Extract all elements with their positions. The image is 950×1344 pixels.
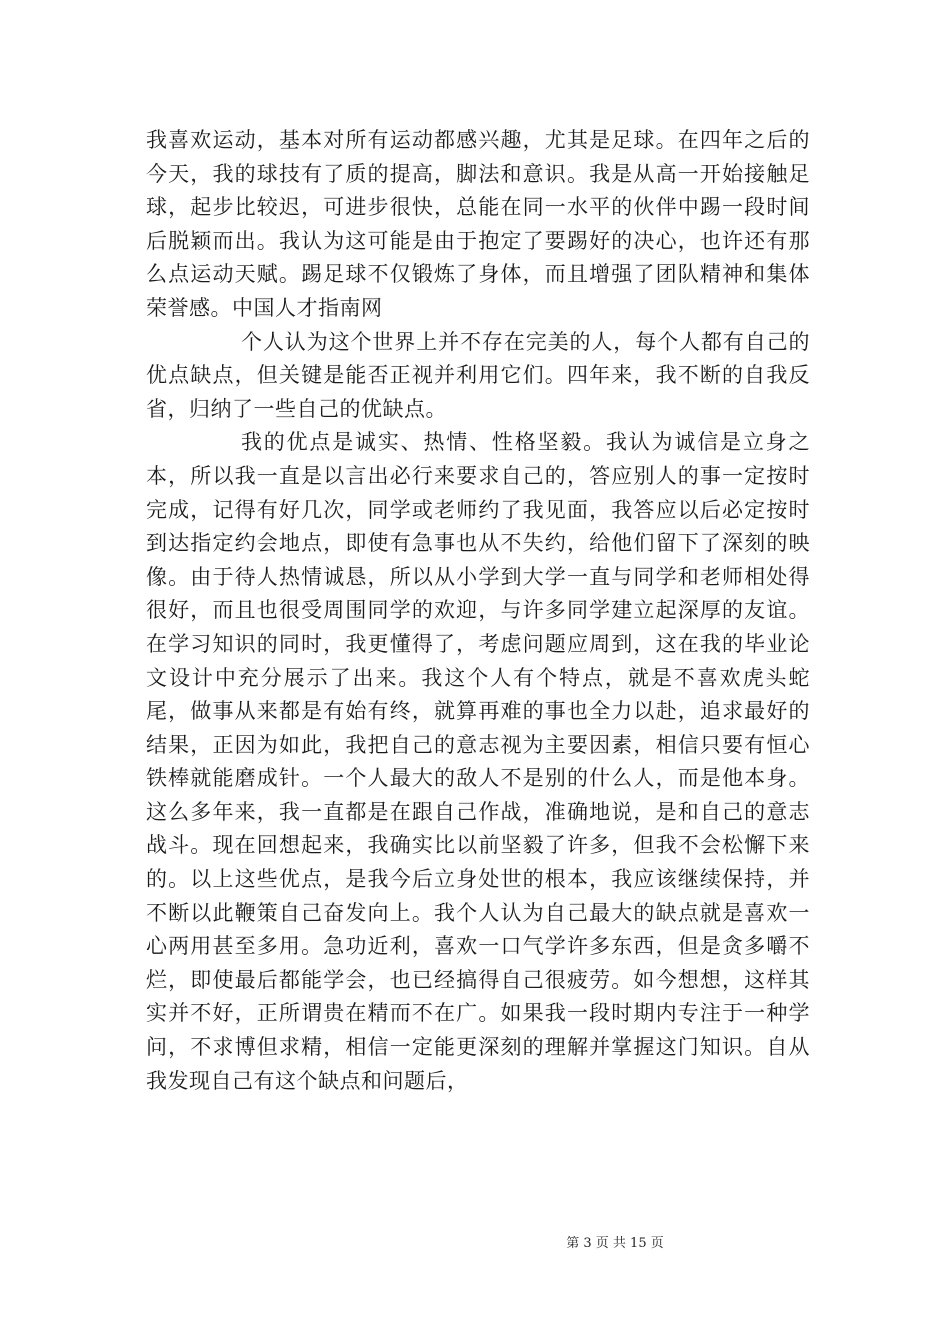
paragraph-sports: 我喜欢运动，基本对所有运动都感兴趣，尤其是足球。在四年之后的今天，我的球技有了质的提高，脚法和意识。我是从高一开始接触足球，起步比较迟，可进步很快，总能在同一水平的伙伴中踢一段时间后脱颖而出。我认为这可能是由于抱定了要踢好的决心，也许还有那么点运动天赋。踢足球不仅锻炼了身体，而且增强了团队精神和集体荣誉感。中国人才指南网 xyxy=(146,128,810,320)
paragraph-strengths-weaknesses: 我的优点是诚实、热情、性格坚毅。我认为诚信是立身之本，所以我一直是以言出必行来要求自己的，答应别人的事一定按时完成，记得有好几次，同学或老师约了我见面，我答应以后必定按时到达指定约会地点，即使有急事也从不失约，给他们留下了深刻的映像。由于待人热情诚恳，所以从小学到大学一直与同学和老师相处得很好，而且也很受周围同学的欢迎，与许多同学建立起深厚的友谊。在学习知识的同时，我更懂得了，考虑问题应周到，这在我的毕业论文设计中充分展示了出来。我这个人有个特点，就是不喜欢虎头蛇尾，做事从来都是有始有终，就算再难的事也全力以赴，追求最好的结果，正因为如此，我把自己的意志视为主要因素，相信只要有恒心铁棒就能磨成针。一个人最大的敌人不是别的什么人，而是他本身。这么多年来，我一直都是在跟自己作战，准确地说，是和自己的意志战斗。现在回想起来，我确实比以前坚毅了许多，但我不会松懈下来的。以上这些优点，是我今后立身处世的根本，我应该继续保持，并不断以此鞭策自己奋发向上。我个人认为自己最大的缺点就是喜欢一心两用甚至多用。急功近利，喜欢一口气学许多东西，但是贪多嚼不烂，即使最后都能学会，也已经搞得自己很疲劳。如今想想，这样其实并不好，正所谓贵在精而不在广。如果我一段时期内专注于一种学问，不求博但求精，相信一定能更深刻的理解并掌握这门知识。自从我发现自己有这个缺点和问题后， xyxy=(146,430,810,1093)
paragraph-self-reflection: 个人认为这个世界上并不存在完美的人，每个人都有自己的优点缺点，但关键是能否正视并利用它们。四年来，我不断的自我反省，归纳了一些自己的优缺点。 xyxy=(146,329,810,421)
document-body xyxy=(146,124,810,1098)
page-footer: 第 3 页 共 15 页 xyxy=(566,1236,664,1251)
